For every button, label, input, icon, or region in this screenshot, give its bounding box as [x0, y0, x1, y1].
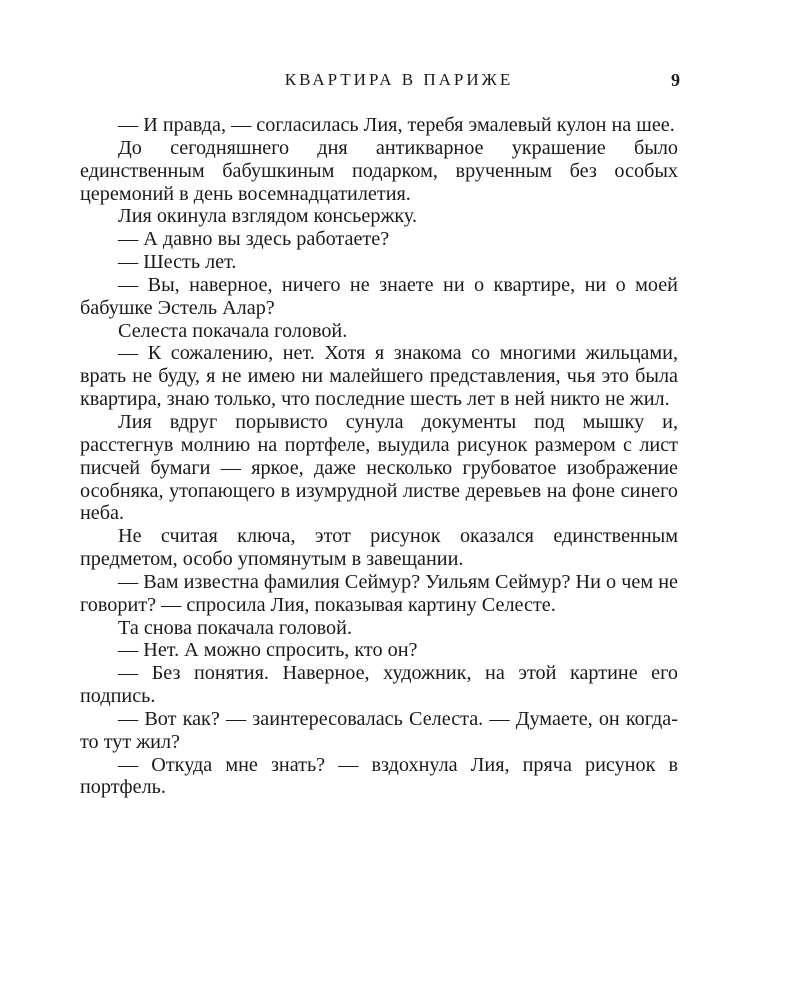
paragraph: — А давно вы здесь работаете?	[118, 228, 390, 251]
paragraph: — И правда, — согласилась Лия, теребя эмалевый кулон на шее.	[118, 114, 675, 136]
paragraph: — Шесть лет.	[118, 251, 237, 274]
paragraph: Та снова покачала головой.	[118, 616, 352, 639]
paragraph: — Вот как? — заинтересовалась Селеста. — Думаете, он когда-то тут жил?	[80, 707, 678, 753]
running-title: КВАРТИРА В ПАРИЖЕ	[284, 70, 514, 89]
paragraph: — Откуда мне знать? — вздохнула Лия, пряча рисунок в портфель.	[80, 753, 678, 799]
running-header	[118, 70, 680, 94]
paragraph: — Без понятия. Наверное, художник, на этой картине его подпись.	[80, 662, 678, 708]
paragraph: До сегодняшнего дня антикварное украшение было единственным бабушкиным подарком, врученным без особых церемоний в день восемнадцатилетия.	[80, 136, 678, 205]
paragraph: Не считая ключа, этот рисунок оказался единственным предметом, особо упомянутым в завещании.	[80, 525, 678, 571]
paragraph: Лия окинула взглядом консьержку.	[118, 205, 418, 228]
paragraph: — Нет. А можно спросить, кто он?	[118, 639, 418, 662]
body-text	[80, 114, 678, 799]
paragraph: Лия вдруг порывисто сунула документы под мышку и, расстегнув молнию на портфеле, выудила рисунок размером с лист писчей бумаги — яркое, даже несколько грубоватое изображение особняка, утопающего в изумрудной листве деревьев на фоне синего неба.	[80, 410, 678, 525]
paragraph: — Вы, наверное, ничего не знаете ни о квартире, ни о моей бабушке Эстель Алар?	[80, 273, 678, 319]
paragraph: Селеста покачала головой.	[118, 319, 348, 342]
page-number: 9	[671, 70, 680, 90]
paragraph: — Вам известна фамилия Сеймур? Уильям Сеймур? Ни о чем не говорит? — спросила Лия, показывая картину Селесте.	[80, 570, 678, 616]
paragraph: — К сожалению, нет. Хотя я знакома со многими жильцами, врать не буду, я не имею ни малейшего представления, чья это была квартира, знаю только, что последние шесть лет в ней никто не жил.	[80, 342, 678, 411]
